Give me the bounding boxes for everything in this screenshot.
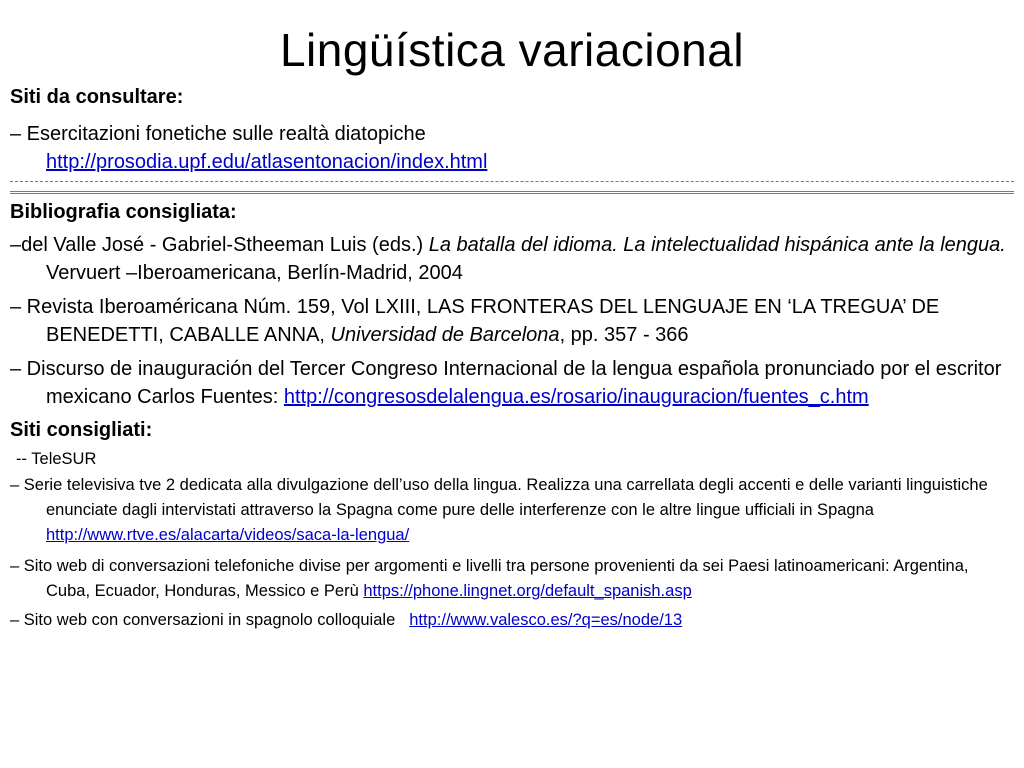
list-item — [10, 120, 1014, 176]
telesur-item: -- TeleSUR — [16, 450, 97, 468]
link-lingnet[interactable]: https://phone.lingnet.org/default_spanish.asp — [363, 582, 692, 600]
item-institution: Universidad de Barcelona — [330, 324, 560, 346]
item-text: – Discurso de inauguración del Tercer Congreso Internacional de la lengua española pronunciado por el escritor mexicano Carlos Fuentes: — [10, 358, 1002, 408]
item-publisher: Vervuert –Iberoamericana, Berlín-Madrid, 2004 — [46, 262, 463, 284]
slide-content — [10, 84, 1014, 633]
item-authors: –del Valle José - Gabriel-Stheeman Luis (eds.) — [10, 234, 429, 256]
item-pages: , pp. 357 - 366 — [559, 324, 689, 346]
link-rtve[interactable]: http://www.rtve.es/alacarta/videos/saca-la-lengua/ — [46, 526, 410, 544]
list-item — [10, 554, 1014, 604]
list-item — [10, 355, 1014, 411]
item-text: – Revista Iberoaméricana Núm. 159, Vol LXIII, LAS FRONTERAS DEL LENGUAJE EN ‘LA TREGUA’ DE BENEDETTI, CABALLE ANNA, — [10, 296, 940, 346]
section-heading-bibliografia: Bibliografia consigliata: — [10, 201, 237, 223]
section-heading-siti-consigliati: Siti consigliati: — [10, 419, 153, 441]
item-text: – Serie televisiva tve 2 dedicata alla divulgazione dell’uso della lingua. Realizza una carrellata degli accenti e delle varianti linguistiche enunciate dagli intervistati attraverso la Spagna come pure delle interferenze con le altre lingue ufficiali in Spagna — [10, 476, 988, 519]
slide-title: Lingüística variacional — [279, 24, 745, 76]
item-book-title: La batalla del idioma. La intelectualidad hispánica ante la lengua. — [428, 234, 1006, 256]
list-item — [10, 473, 1014, 548]
link-valesco[interactable]: http://www.valesco.es/?q=es/node/13 — [409, 611, 683, 629]
list-item — [10, 608, 1014, 633]
section-heading-siti-da-consultare: Siti da consultare: — [10, 86, 184, 108]
list-item — [10, 293, 1014, 349]
item-text: – Esercitazioni fonetiche sulle realtà diatopiche — [10, 123, 426, 145]
separator — [10, 181, 1014, 194]
item-text: – Sito web di conversazioni telefoniche divise per argomenti e livelli tra persone provenienti da sei Paesi latinoamericani: Argentina, Cuba, Ecuador, Honduras, Messico e Perù — [10, 557, 969, 600]
list-item — [10, 231, 1014, 287]
item-text: – Sito web con conversazioni in spagnolo colloquiale — [10, 611, 396, 629]
link-prosodia[interactable]: http://prosodia.upf.edu/atlasentonacion/index.html — [46, 151, 488, 173]
link-congresos[interactable]: http://congresosdelalengua.es/rosario/inauguracion/fuentes_c.htm — [283, 386, 869, 408]
